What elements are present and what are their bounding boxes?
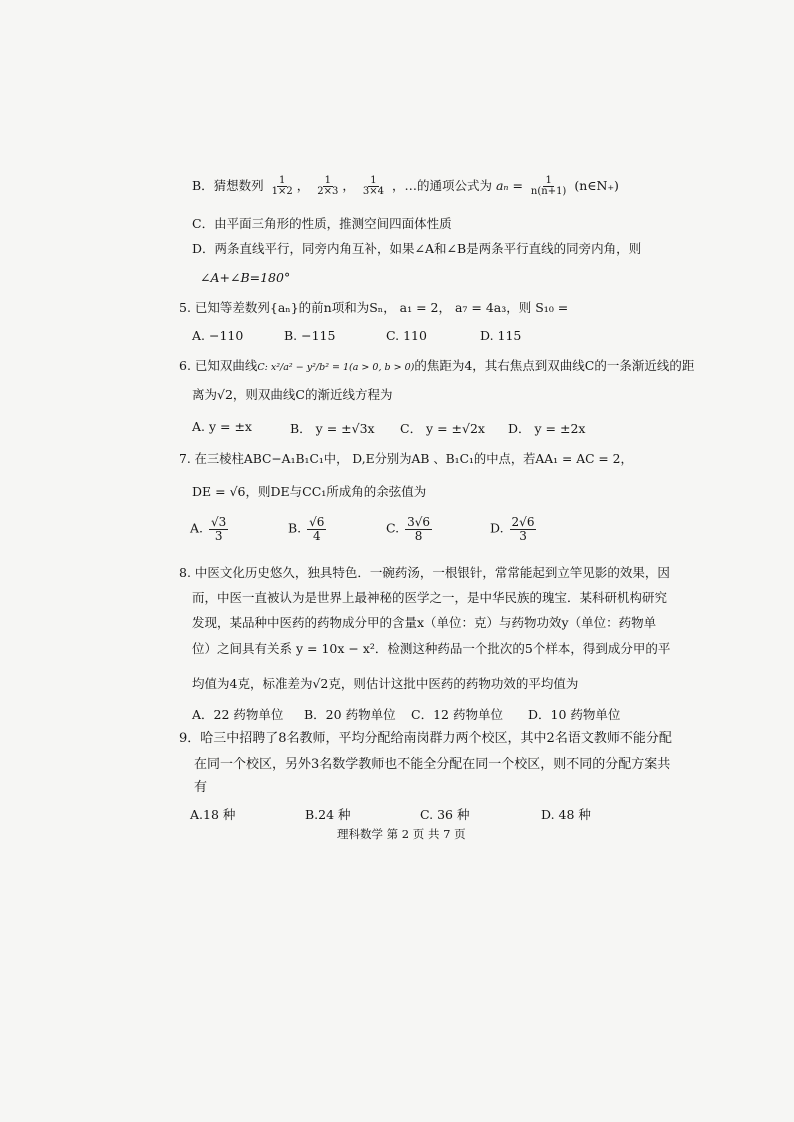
q9-option-a: A.18 种 — [190, 807, 236, 822]
q4-option-d-line1: D．两条直线平行，同旁内角互补，如果∠A和∠B是两条平行直线的同旁内角，则 — [192, 241, 642, 256]
q7-option-c: C. $\frac{3√6}{8}$ — [386, 515, 430, 543]
q7-stem-line2: DE = √6，则DE与CC₁所成角的余弦值为 — [192, 484, 427, 499]
q5-stem: 5. 已知等差数列{aₙ}的前n项和为Sₙ， a₁ = 2， a₇ = 4a₃，则 S₁₀ = — [179, 300, 569, 315]
q7-option-b-frac: $\frac{√6}{4}$ — [309, 515, 325, 543]
q9-line-1: 9．哈三中招聘了8名教师，平均分配给南岗群力两个校区，其中2名语文教师不能分配 — [179, 731, 672, 746]
q4-frac-1: $\frac{1}{1\times 2}$ — [271, 174, 293, 197]
q4-option-b-text: B．猜想数列 — [192, 178, 264, 193]
q9-line-2: 在同一个校区，另外3名数学教师也不能全分配在同一个校区，则不同的分配方案共 — [194, 757, 671, 772]
q4-option-b: B．猜想数列 $\frac{1}{1\times 2}$ ， $\frac{1}{2\times 3}$ ， $\frac{1}{3\times 4}$ ，…的通项公式为 aₙ = $\frac{1}{n(n+1)}$ (n∈N₊) — [192, 174, 619, 197]
q6-stem-line2: 离为√2，则双曲线C的渐近线方程为 — [192, 387, 393, 402]
q7-option-a-frac: $\frac{√3}{3}$ — [211, 515, 227, 543]
q6-stem-b: 的焦距为4，其右焦点到双曲线C的一条渐近线的距 — [414, 358, 695, 373]
page-footer: 理科数学 第 2 页 共 7 页 — [337, 827, 466, 841]
q9-option-b: B.24 种 — [305, 807, 351, 822]
q4-option-b-tail: (n∈N₊) — [574, 178, 619, 193]
q5-option-b: B. −115 — [284, 328, 336, 343]
q6-stem-line1 — [179, 360, 694, 373]
q8-option-d: D．10 药物单位 — [528, 707, 621, 722]
q4-option-c: C．由平面三角形的性质，推测空间四面体性质 — [192, 216, 452, 231]
q6-hyperbola-eq: C: x²/a² − y²/b² = 1(a > 0, b > 0) — [257, 362, 415, 373]
q7-option-c-frac: $\frac{3√6}{8}$ — [407, 515, 430, 543]
q8-line-4: 位）之间具有关系 y = 10x − x²．检测这种药品一个批次的5个样本，得到成分甲的平 — [192, 641, 671, 656]
q5-option-c: C. 110 — [386, 328, 427, 343]
q8-line-5: 均值为4克，标准差为√2克，则估计这批中医药的药物功效的平均值为 — [192, 676, 579, 691]
q8-line-2: 而，中医一直被认为是世界上最神秘的医学之一，是中华民族的瑰宝．某科研机构研究 — [192, 590, 668, 605]
q7-option-d: D. $\frac{2√6}{3}$ — [490, 515, 535, 543]
q9-line-3: 有 — [194, 780, 208, 795]
q6-option-a: A. y = ±x — [192, 419, 252, 434]
q6-option-b: B． y = ±√3x — [290, 421, 375, 436]
q4-option-d-line2: ∠A+∠B=180° — [200, 270, 291, 285]
q8-line-1: 8. 中医文化历史悠久，独具特色．一碗药汤，一根银针，常常能起到立竿见影的效果，因 — [179, 565, 670, 580]
q5-option-d: D. 115 — [480, 328, 522, 343]
q7-option-d-frac: $\frac{2√6}{3}$ — [511, 515, 535, 543]
q4-frac-2: $\frac{1}{2\times 3}$ — [317, 174, 339, 197]
q8-option-b: B．20 药物单位 — [304, 707, 396, 722]
q6-option-c: C． y = ±√2x — [400, 421, 485, 436]
q9-option-c: C. 36 种 — [420, 807, 470, 822]
q7-stem-line1: 7. 在三棱柱ABC−A₁B₁C₁中， D,E分别为AB 、B₁C₁的中点，若AA₁ = AC = 2， — [179, 452, 633, 466]
q4-frac-3: $\frac{1}{3\times 4}$ — [362, 174, 384, 197]
q6-stem-a: 6. 已知双曲线 — [179, 358, 258, 373]
q8-option-c: C．12 药物单位 — [411, 707, 503, 722]
q4-formula-frac: $\frac{1}{n(n+1)}$ — [530, 174, 567, 197]
q5-option-a: A. −110 — [192, 328, 244, 343]
q4-formula-lhs: aₙ = — [495, 178, 523, 193]
q6-option-d: D． y = ±2x — [508, 421, 586, 436]
q8-line-3: 发现，某品种中医药的药物成分甲的含量x（单位：克）与药物功效y（单位：药物单 — [192, 615, 657, 630]
q9-option-d: D. 48 种 — [541, 807, 591, 822]
q7-option-b: B. $\frac{√6}{4}$ — [288, 515, 325, 543]
q4-option-b-mid: ，…的通项公式为 — [391, 178, 492, 193]
q7-option-a: A. $\frac{√3}{3}$ — [190, 515, 227, 543]
q8-option-a: A．22 药物单位 — [192, 707, 284, 722]
